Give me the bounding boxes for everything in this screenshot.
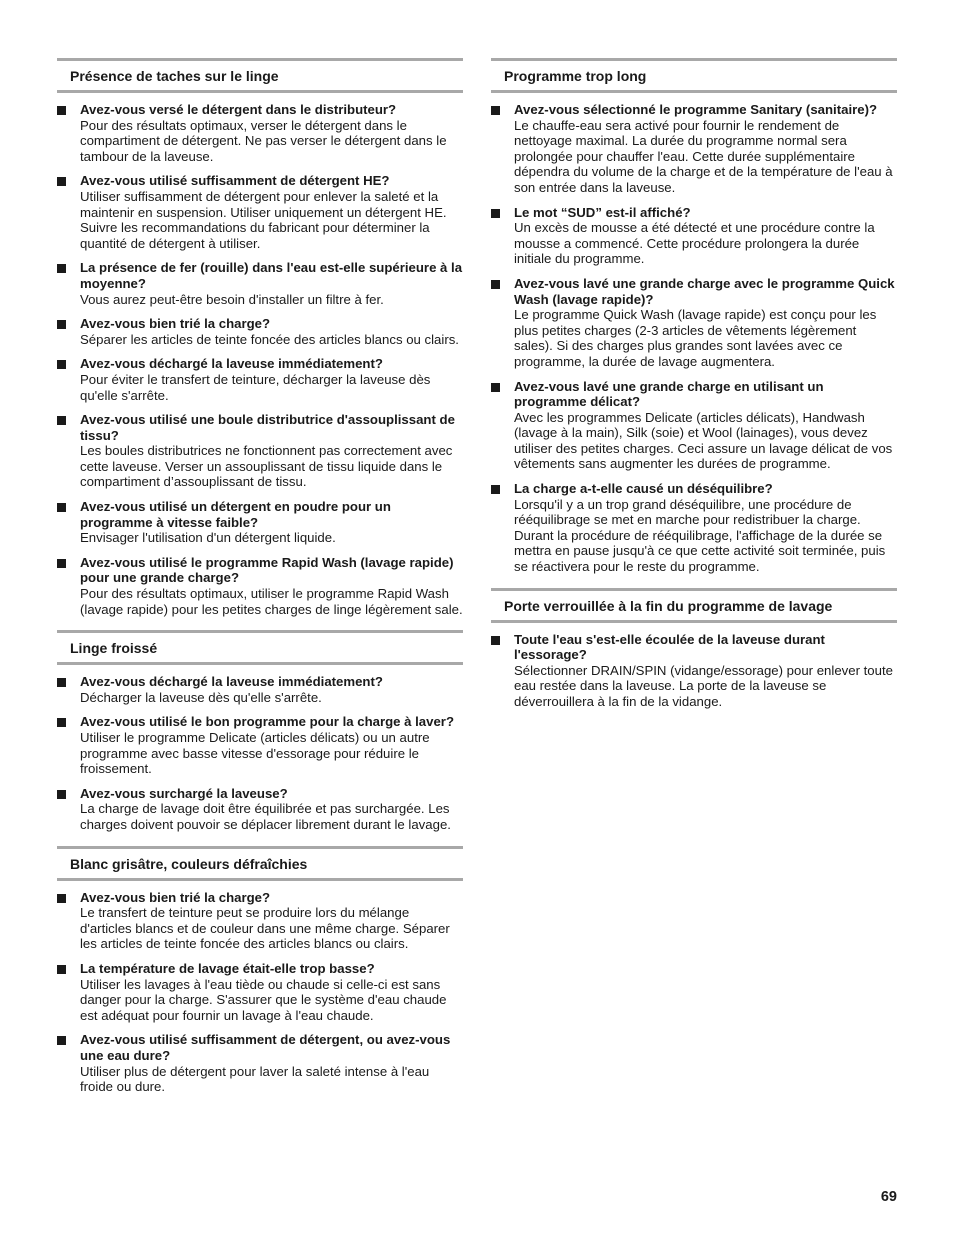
- answer-text: Le chauffe-eau sera activé pour fournir le rendement de nettoyage maximal. La durée du programme normal sera prolongée pour chauffer l'eau. Cette durée supplémentaire dépendra du volume de la charge et de la température de l'eau à son entrée dans la laveuse.: [514, 117, 893, 195]
- answer-text: Pour éviter le transfert de teinture, décharger la laveuse dès qu'elle s'arrête.: [80, 371, 431, 403]
- answer-text: Avec les programmes Delicate (articles délicats), Handwash (lavage à la main), Silk (soie) et Wool (lainages), vous devez utiliser des petites charges. Ceci assure un lavage délicat de vos vêtements sans augmenter les durées de programme.: [514, 409, 893, 472]
- answer-text: Pour des résultats optimaux, utiliser le programme Rapid Wash (lavage rapide) pour les petites charges de linge légèrement sale.: [80, 586, 463, 617]
- square-bullet-icon: [57, 894, 66, 903]
- answer-text: Les boules distributrices ne fonctionnent pas correctement avec cette laveuse. Verser un assouplissant de tissu liquide dans le compartiment d’assouplissant de tissu.: [80, 443, 453, 490]
- question-text: Avez-vous utilisé suffisamment de détergent HE?: [80, 173, 390, 189]
- square-bullet-icon: [57, 177, 66, 186]
- answer-text: Séparer les articles de teinte foncée des articles blancs ou clairs.: [80, 331, 459, 347]
- list-item: [491, 102, 897, 196]
- list-item: [57, 1032, 463, 1094]
- list-item: [491, 632, 897, 710]
- question-text: La température de lavage était-elle trop basse?: [80, 960, 375, 976]
- answer-text: Le programme Quick Wash (lavage rapide) est conçu pour les plus petites charges (2-3 articles de vêtements légèrement sales). Si des charges plus grandes sont lavées avec ce programme, la durée de lavage augmentera.: [514, 307, 877, 369]
- square-bullet-icon: [491, 106, 500, 115]
- answer-text: Le transfert de teinture peut se produire lors du mélange d'articles blancs et de couleur dans une même charge. Séparer les articles de teinte foncée des articles blancs ou clairs.: [80, 905, 450, 952]
- question-text: Avez-vous déchargé la laveuse immédiatement?: [80, 674, 383, 690]
- question-text: Avez-vous versé le détergent dans le distributeur?: [80, 102, 397, 117]
- section-heading: Blanc grisâtre, couleurs défraîchies: [57, 846, 463, 881]
- question-text: Avez-vous utilisé suffisamment de détergent, ou avez-vous une eau dure?: [80, 1032, 451, 1063]
- list-item: [57, 714, 463, 776]
- section-heading: Programme trop long: [491, 58, 897, 93]
- list-item: [57, 356, 463, 403]
- answer-text: Décharger la laveuse dès qu'elle s'arrête.: [80, 689, 322, 705]
- answer-text: Pour des résultats optimaux, verser le détergent dans le compartiment de détergent. Ne pas verser le détergent dans le tambour de la laveuse.: [80, 117, 447, 164]
- answer-text: Utiliser le programme Delicate (articles délicats) ou un autre programme avec basse vitesse d'essorage pour réduire le froissement.: [80, 730, 430, 777]
- list-item: [57, 890, 463, 952]
- list-item: [57, 173, 463, 251]
- section-heading: Présence de taches sur le linge: [57, 58, 463, 93]
- section-linge-froisse: [57, 630, 463, 832]
- answer-text: Envisager l'utilisation d'un détergent liquide.: [80, 530, 336, 546]
- list-item: [57, 499, 463, 546]
- list-item: [491, 481, 897, 575]
- question-text: Toute l'eau s'est-elle écoulée de la laveuse durant l'essorage?: [514, 631, 825, 663]
- list-item: [491, 379, 897, 473]
- list-item: [57, 316, 463, 347]
- left-column: [57, 58, 463, 1108]
- question-text: Avez-vous utilisé un détergent en poudre pour un programme à vitesse faible?: [80, 499, 391, 530]
- square-bullet-icon: [491, 636, 500, 645]
- section-heading: Porte verrouillée à la fin du programme de lavage: [491, 588, 897, 623]
- list-item: [57, 961, 463, 1023]
- troubleshooting-list: [491, 93, 897, 575]
- question-text: La charge a-t-elle causé un déséquilibre?: [514, 481, 773, 497]
- square-bullet-icon: [57, 320, 66, 329]
- question-text: Avez-vous surchargé la laveuse?: [80, 785, 288, 801]
- answer-text: Un excès de mousse a été détecté et une procédure contre la mousse a commencé. Cette procédure prolongera la durée initiale du programme.: [514, 220, 875, 267]
- list-item: [57, 412, 463, 490]
- square-bullet-icon: [57, 416, 66, 425]
- question-text: Avez-vous lavé une grande charge avec le programme Quick Wash (lavage rapide)?: [514, 275, 895, 307]
- square-bullet-icon: [491, 209, 500, 218]
- answer-text: Vous aurez peut-être besoin d'installer un filtre à fer.: [80, 291, 384, 307]
- question-text: Avez-vous bien trié la charge?: [80, 889, 271, 905]
- right-column: [491, 58, 897, 723]
- answer-text: La charge de lavage doit être équilibrée et pas surchargée. Les charges doivent pouvoir se déplacer librement durant le lavage.: [80, 801, 451, 832]
- answer-text: Utiliser suffisamment de détergent pour enlever la saleté et la maintenir en suspension. Utiliser uniquement un détergent HE. Suivre les recommandations du fabricant pour déterminer la quantité de détergent à utiliser.: [80, 188, 447, 251]
- question-text: Avez-vous lavé une grande charge en utilisant un programme délicat?: [514, 378, 824, 410]
- square-bullet-icon: [57, 360, 66, 369]
- section-heading: Linge froissé: [57, 630, 463, 665]
- square-bullet-icon: [57, 559, 66, 568]
- list-item: [57, 786, 463, 833]
- list-item: [57, 555, 463, 617]
- square-bullet-icon: [57, 264, 66, 273]
- question-text: Avez-vous bien trié la charge?: [80, 316, 271, 332]
- answer-text: Sélectionner DRAIN/SPIN (vidange/essorage) pour enlever toute eau restée dans la laveuse. La porte de la laveuse se déverrouillera à la fin de la vidange.: [514, 662, 893, 709]
- troubleshooting-list: [491, 623, 897, 710]
- troubleshooting-list: [57, 93, 463, 617]
- list-item: [491, 205, 897, 267]
- question-text: Avez-vous utilisé le programme Rapid Wash (lavage rapide) pour une grande charge?: [80, 554, 454, 586]
- section-porte-verrouillee-a-la-fin-du-programme-de-lavage: [491, 588, 897, 710]
- square-bullet-icon: [57, 718, 66, 727]
- square-bullet-icon: [57, 965, 66, 974]
- square-bullet-icon: [491, 280, 500, 289]
- question-text: Le mot “SUD” est-il affiché?: [514, 204, 691, 220]
- question-text: Avez-vous sélectionné le programme Sanitary (sanitaire)?: [514, 102, 878, 117]
- square-bullet-icon: [57, 106, 66, 115]
- square-bullet-icon: [57, 790, 66, 799]
- square-bullet-icon: [491, 485, 500, 494]
- question-text: Avez-vous utilisé une boule distributrice d'assouplissant de tissu?: [80, 412, 455, 443]
- section-presence-de-taches-sur-le-linge: [57, 58, 463, 617]
- section-programme-trop-long: [491, 58, 897, 575]
- square-bullet-icon: [57, 678, 66, 687]
- list-item: [57, 260, 463, 307]
- answer-text: Utiliser les lavages à l'eau tiède ou chaude si celle-ci est sans danger pour la charge. S'assurer que le système d'eau chaude est adéquat pour fournir un lavage à l'eau chaude.: [80, 976, 447, 1023]
- troubleshooting-list: [57, 881, 463, 1095]
- section-blanc-grisatre-couleurs-defraichies: [57, 846, 463, 1095]
- question-text: La présence de fer (rouille) dans l'eau est-elle supérieure à la moyenne?: [80, 260, 463, 291]
- answer-text: Lorsqu'il y a un trop grand déséquilibre, une procédure de rééquilibrage se met en marche pour redistribuer la charge. Durant la procédure de rééquilibrage, l'affichage de la durée se mettra en pause jusqu'à ce que cette activité soit terminée, puis se réactivera pour le reste du programme.: [514, 496, 886, 575]
- question-text: Avez-vous utilisé le bon programme pour la charge à laver?: [80, 714, 454, 730]
- page-number: 69: [880, 1189, 897, 1205]
- square-bullet-icon: [57, 503, 66, 512]
- troubleshooting-list: [57, 665, 463, 832]
- list-item: [57, 102, 463, 164]
- square-bullet-icon: [491, 383, 500, 392]
- list-item: [57, 674, 463, 705]
- answer-text: Utiliser plus de détergent pour laver la saleté intense à l'eau froide ou dure.: [80, 1063, 430, 1095]
- square-bullet-icon: [57, 1036, 66, 1045]
- list-item: [491, 276, 897, 370]
- question-text: Avez-vous déchargé la laveuse immédiatement?: [80, 356, 383, 372]
